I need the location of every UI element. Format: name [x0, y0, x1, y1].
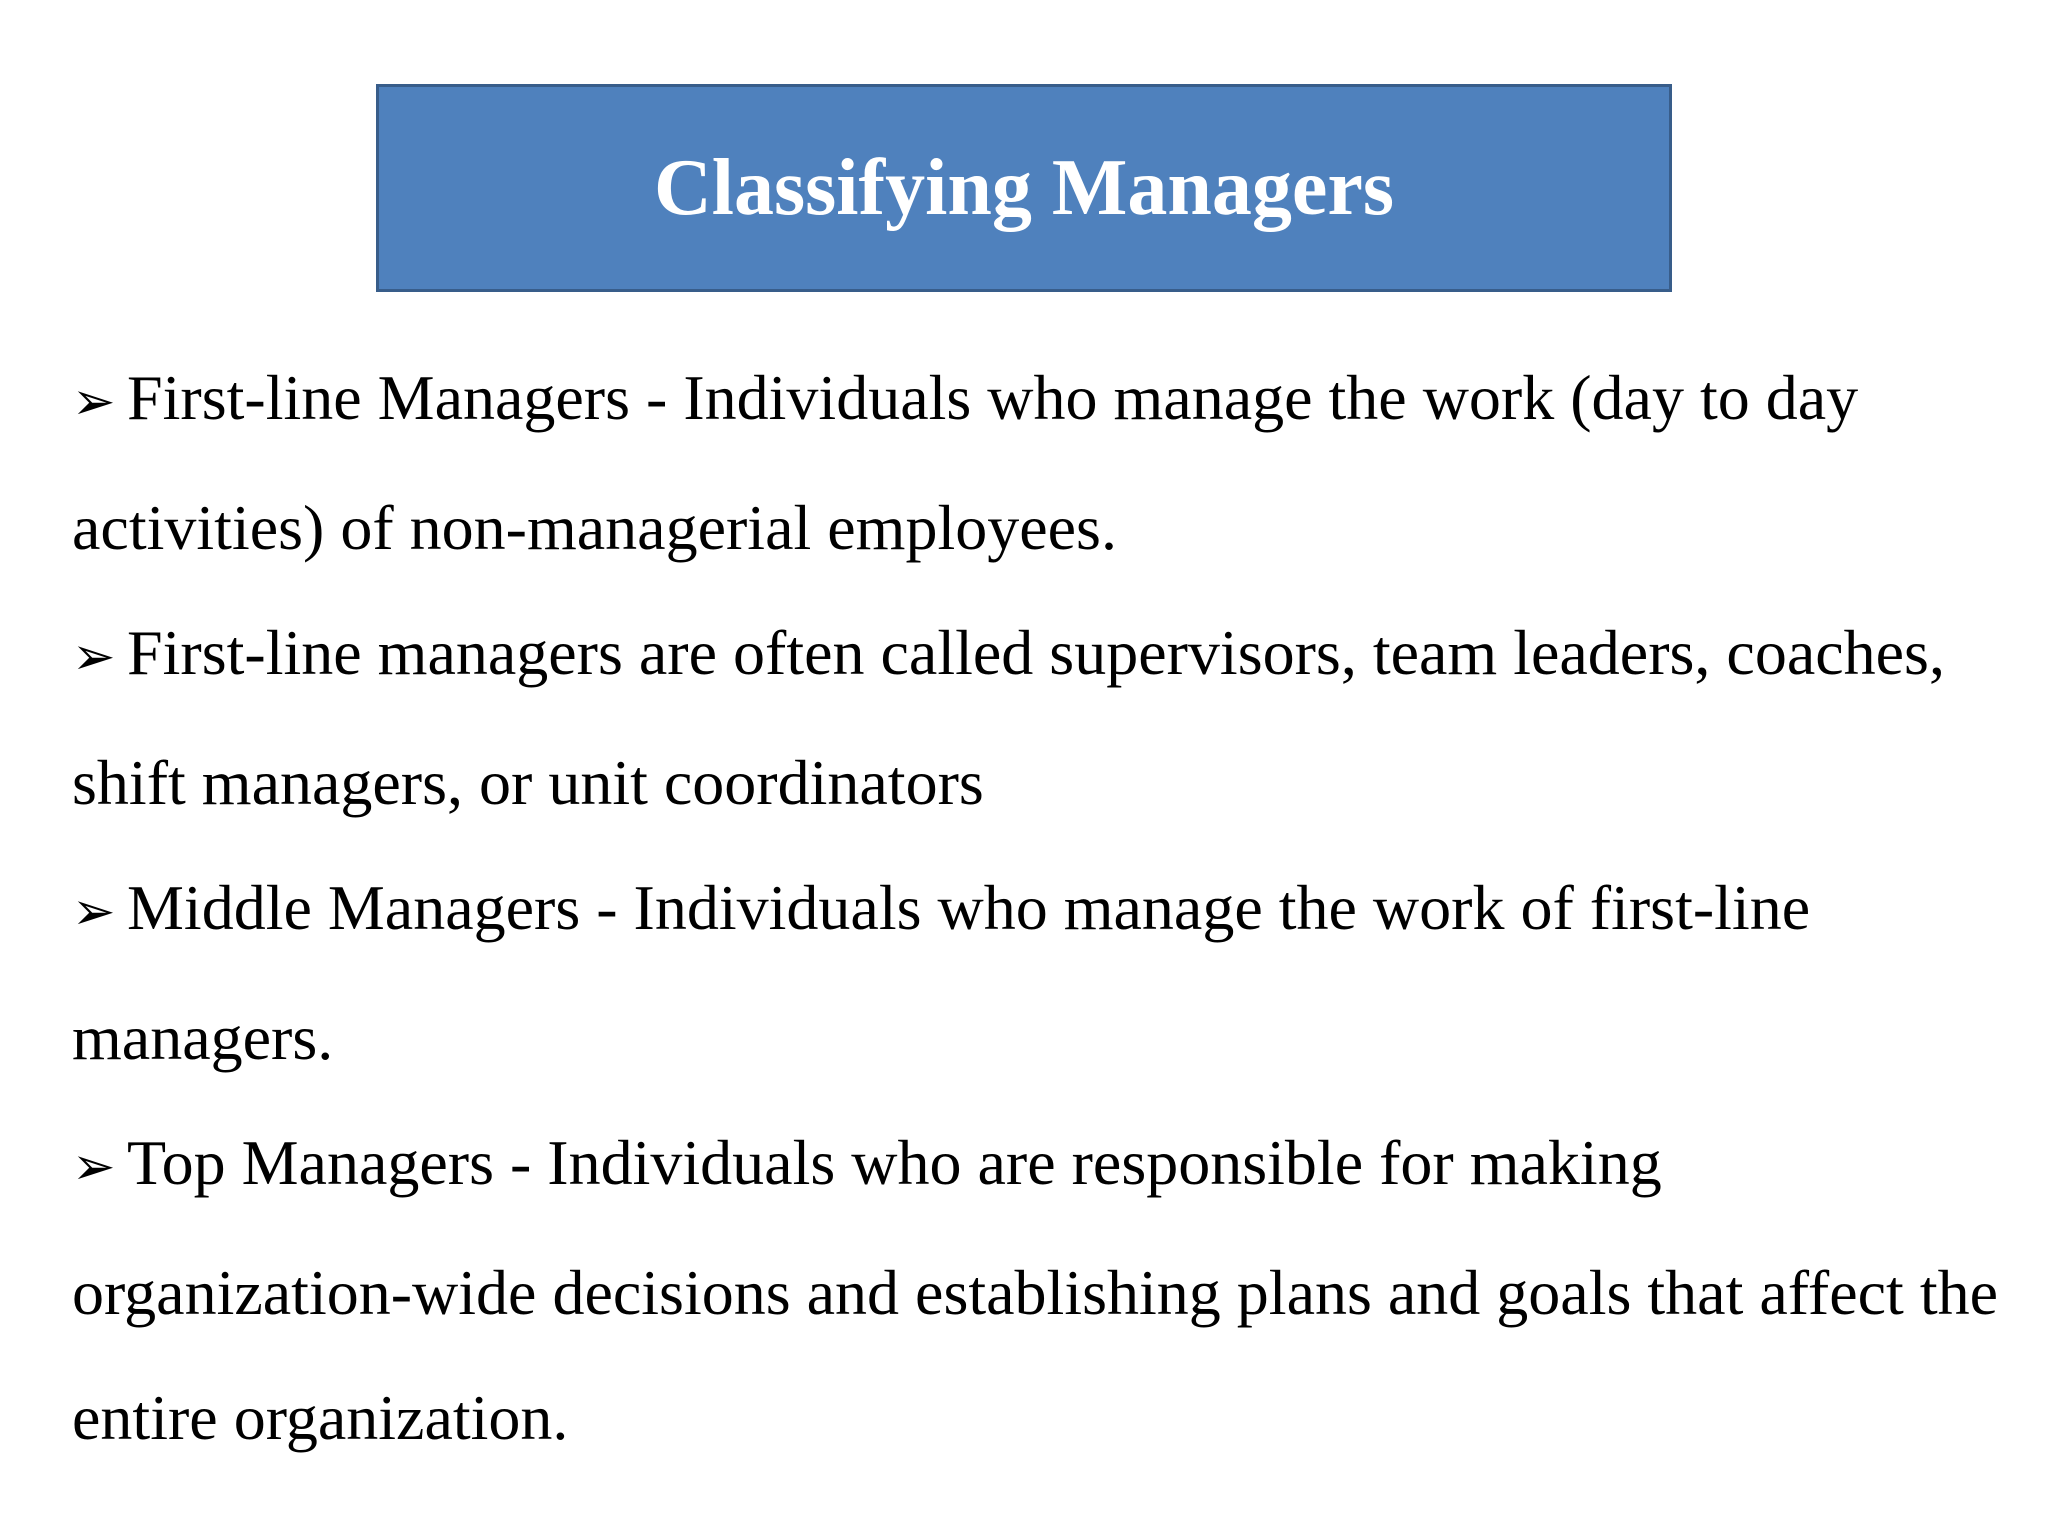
- arrow-bullet-icon: ➢: [72, 1137, 116, 1197]
- bullet-item-top-managers: [72, 1100, 2002, 1480]
- bullet-text: Top Managers - Individuals who are responsible for making organization-wide decisions and establishing plans and goals that affect the entire organization.: [72, 1127, 1998, 1453]
- bullet-text: Middle Managers - Individuals who manage the work of first-line managers.: [72, 872, 1811, 1073]
- slide-title: Classifying Managers: [654, 144, 1394, 232]
- bullet-text: First-line Managers - Individuals who manage the work (day to day activities) of non-managerial employees.: [72, 362, 1859, 563]
- bullet-item-first-line-titles: [72, 590, 2002, 845]
- arrow-bullet-icon: ➢: [72, 372, 116, 432]
- title-banner: [376, 84, 1672, 292]
- bullet-list: [72, 335, 2002, 1480]
- bullet-item-first-line-managers: [72, 335, 2002, 590]
- bullet-item-middle-managers: [72, 845, 2002, 1100]
- bullet-text: First-line managers are often called supervisors, team leaders, coaches, shift managers, or unit coordinators: [72, 617, 1945, 818]
- arrow-bullet-icon: ➢: [72, 882, 116, 942]
- arrow-bullet-icon: ➢: [72, 627, 116, 687]
